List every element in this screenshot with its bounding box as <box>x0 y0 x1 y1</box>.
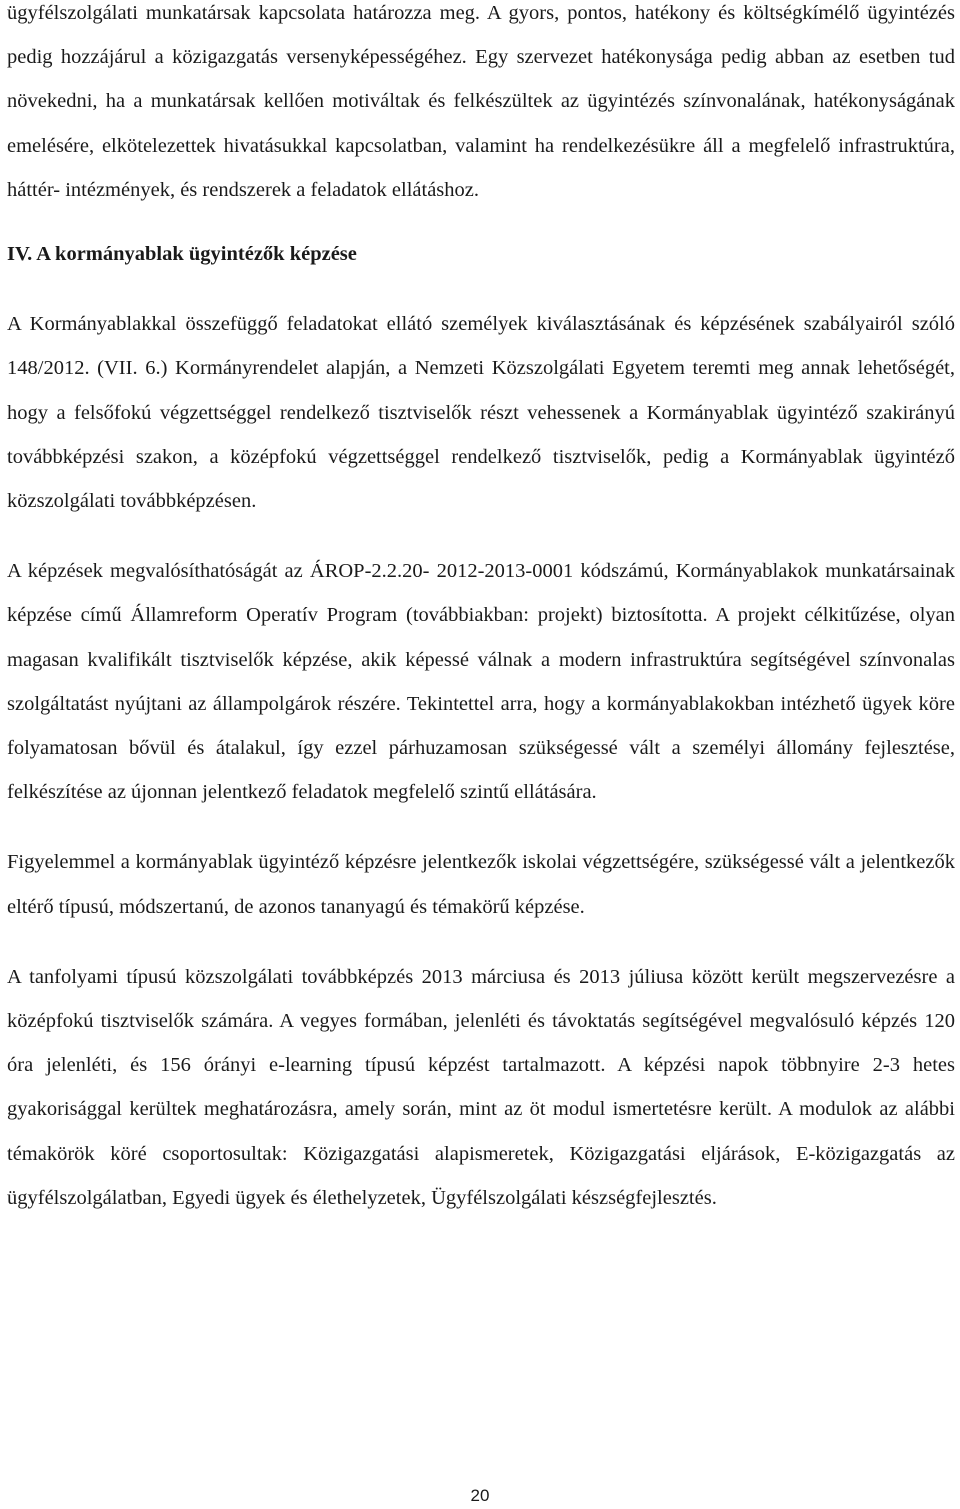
intro-paragraph: ügyfélszolgálati munkatársak kapcsolata határozza meg. A gyors, pontos, hatékony és költségkímélő ügyintézés pedig hozzájárul a közigazgatás versenyképességéhez. Egy szervezet hatékonysága pedig abban az esetben tud növekedni, ha a munkatársak kellően motiváltak és felkészültek az ügyintézés színvonalának, hatékonyságának emelésére, elkötelezettek hivatásukkal kapcsolatban, valamint ha rendelkezésükre áll a megfelelő infrastruktúra, háttér- intézmények, és rendszerek a feladatok ellátáshoz. <box>7 2 955 201</box>
paragraph-regulation: A Kormányablakkal összefüggő feladatokat ellátó személyek kiválasztásának és képzésének szabályairól szóló 148/2012. (VII. 6.) Kormányrendelet alapján, a Nemzeti Közszolgálati Egyetem teremti meg annak lehetőségét, hogy a felsőfokú végzettséggel rendelkező tisztviselők részt vehessenek a Kormányablak ügyintéző szakirányú továbbképzési szakon, a középfokú végzettséggel rendelkező tisztviselők, pedig a Kormányablak ügyintéző közszolgálati továbbképzésen. <box>7 313 955 513</box>
page-number: 20 <box>470 1486 490 1505</box>
paragraph-project: A képzések megvalósíthatóságát az ÁROP-2.2.20- 2012-2013-0001 kódszámú, Kormányablakok munkatársainak képzése című Államreform Operatív Program (továbbiakban: projekt) biztosította. A projekt célkitűzése, olyan magasan kvalifikált tisztviselők képzése, akik képessé válnak a modern infrastruktúra segítségével színvonalas szolgáltatást nyújtani az állampolgárok részére. Tekintettel arra, hogy a kormányablakokban intézhető ügyek köre folyamatosan bővül és átalakul, így ezzel párhuzamosan szükségessé vált a személyi állomány fejlesztése, felkészítése az újonnan jelentkező feladatok megfelelő szintű ellátására. <box>7 560 955 804</box>
paragraph-course: A tanfolyami típusú közszolgálati továbbképzés 2013 márciusa és 2013 júliusa között került megszervezésre a középfokú tisztviselők számára. A vegyes formában, jelenléti és távoktatás segítségével megvalósuló képzés 120 óra jelenléti, és 156 órányi e-learning típusú képzést tartalmazott. A képzési napok többnyire 2-3 hetes gyakorisággal kerültek meghatározásra, amely során, mint az öt modul ismertetésre került. A modulok az alábbi témakörök köré csoportosultak: Közigazgatási alapismeretek, Közigazgatási eljárások, E-közigazgatás az ügyfélszolgálatban, Egyedi ügyek és élethelyzetek, Ügyfélszolgálati készségfejlesztés. <box>7 965 955 1209</box>
paragraph-attention: Figyelemmel a kormányablak ügyintéző képzésre jelentkezők iskolai végzettségére, szükségessé vált a jelentkezők eltérő típusú, módszertanú, de azonos tananyagú és témakörű képzése. <box>7 851 955 918</box>
document-page <box>7 0 955 1220</box>
section-heading: IV. A kormányablak ügyintézők képzése <box>7 243 357 266</box>
